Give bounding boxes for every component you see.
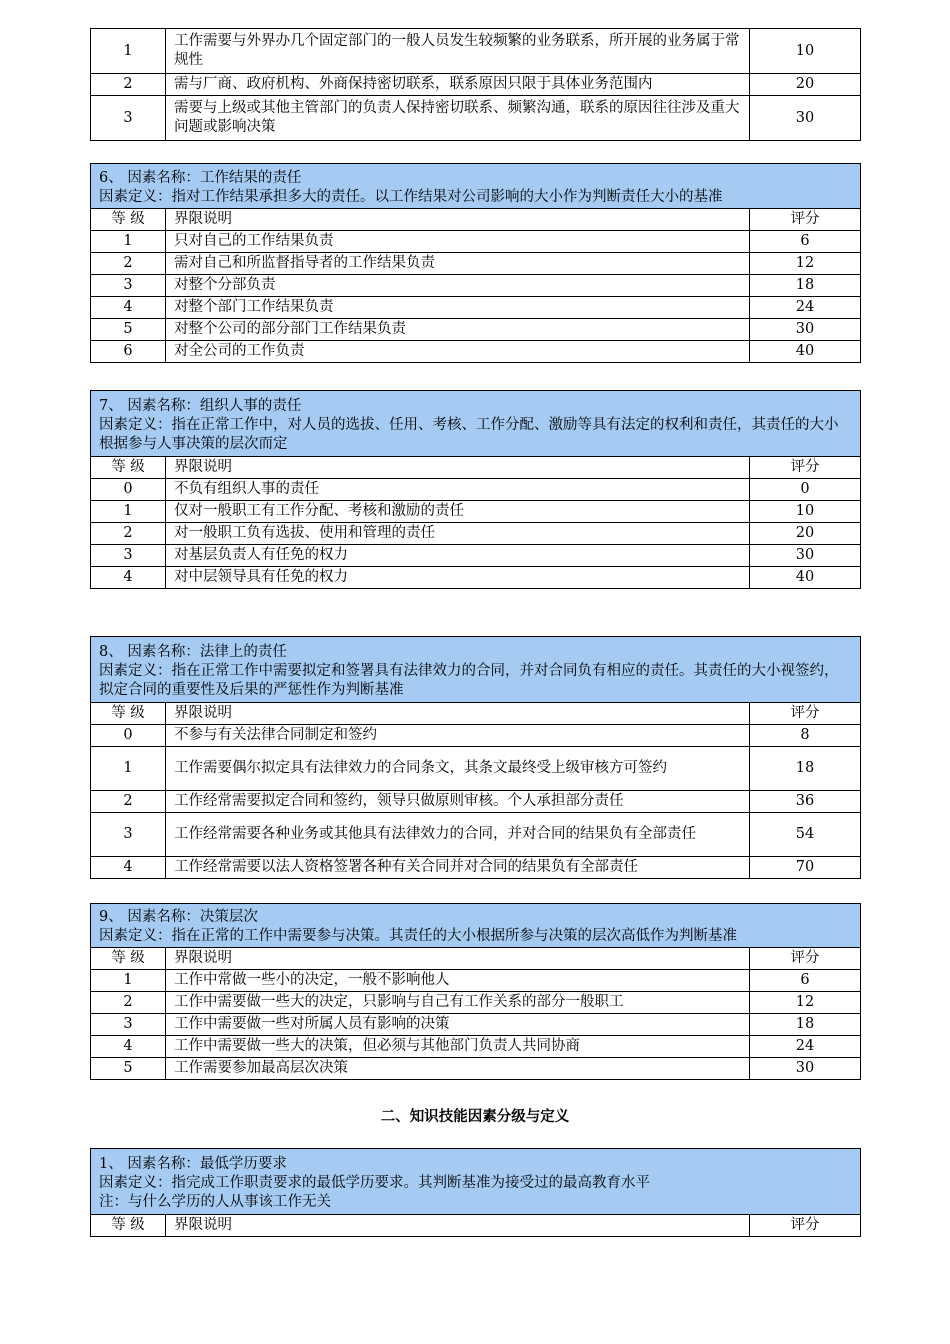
- level-cell: 1: [91, 501, 166, 523]
- level-cell: 3: [91, 275, 166, 297]
- table-row: [91, 992, 861, 1014]
- table-row: [91, 231, 861, 253]
- table-row: [91, 523, 861, 545]
- level-cell: 2: [91, 523, 166, 545]
- level-cell: 0: [91, 479, 166, 501]
- desc-cell: 工作需要偶尔拟定具有法律效力的合同条文，其条文最终受上级审核方可签约: [166, 747, 750, 791]
- column-header-row: [91, 209, 861, 231]
- section-title: 二、知识技能因素分级与定义: [380, 1109, 570, 1125]
- desc-cell: 对中层领导具有任免的权力: [166, 567, 750, 589]
- desc-cell: 需对自己和所监督指导者的工作结果负责: [166, 253, 750, 275]
- score-column-header: 评分: [750, 1215, 861, 1237]
- desc-cell: 工作需要与外界办几个固定部门的一般人员发生较频繁的业务联系，所开展的业务属于常规性: [166, 29, 750, 74]
- factor-definition: 因素定义：指在正常工作中需要拟定和签署具有法律效力的合同，并对合同负有相应的责任。其责任的大小视签约，拟定合同的重要性及后果的严惩性作为判断基准: [99, 662, 839, 698]
- score-cell: 8: [750, 725, 861, 747]
- column-header-row: [91, 457, 861, 479]
- table-row: [91, 74, 861, 96]
- level-cell: 2: [91, 253, 166, 275]
- desc-column-header: 界限说明: [166, 457, 750, 479]
- level-cell: 4: [91, 297, 166, 319]
- level-column-header: 等 级: [91, 948, 166, 970]
- factor-table-8: [90, 636, 861, 879]
- table-row: [91, 275, 861, 297]
- score-cell: 30: [750, 545, 861, 567]
- level-cell: 3: [91, 1014, 166, 1036]
- factor-header: [91, 391, 861, 457]
- factor-header: [91, 904, 861, 948]
- level-cell: 1: [91, 970, 166, 992]
- score-cell: 10: [750, 501, 861, 523]
- table-row: [91, 253, 861, 275]
- table-row: [91, 545, 861, 567]
- score-cell: 6: [750, 231, 861, 253]
- table-row: [91, 813, 861, 857]
- table-row: [91, 479, 861, 501]
- level-cell: 3: [91, 813, 166, 857]
- level-cell: 5: [91, 1058, 166, 1080]
- table-row: [91, 319, 861, 341]
- score-cell: 18: [750, 275, 861, 297]
- level-cell: 4: [91, 567, 166, 589]
- desc-cell: 工作需要参加最高层次决策: [166, 1058, 750, 1080]
- score-cell: 20: [750, 523, 861, 545]
- score-cell: 24: [750, 297, 861, 319]
- desc-cell: 对一般职工负有选拔、使用和管理的责任: [166, 523, 750, 545]
- desc-cell: 需要与上级或其他主管部门的负责人保持密切联系、频繁沟通，联系的原因往往涉及重大问题或影响决策: [166, 96, 750, 141]
- table-row: [91, 567, 861, 589]
- desc-cell: 对整个分部负责: [166, 275, 750, 297]
- factor-definition: 因素定义：指完成工作职责要求的最低学历要求。其判断基准为接受过的最高教育水平: [99, 1174, 650, 1191]
- desc-cell: 只对自己的工作结果负责: [166, 231, 750, 253]
- score-column-header: 评分: [750, 703, 861, 725]
- factor-name: 9、 因素名称：决策层次: [99, 909, 258, 925]
- level-cell: 3: [91, 96, 166, 141]
- score-cell: 12: [750, 253, 861, 275]
- level-column-header: 等 级: [91, 209, 166, 231]
- score-cell: 30: [750, 96, 861, 141]
- desc-column-header: 界限说明: [166, 1215, 750, 1237]
- score-column-header: 评分: [750, 948, 861, 970]
- score-cell: 24: [750, 1036, 861, 1058]
- level-cell: 2: [91, 74, 166, 96]
- knowledge-factor-table-1: [90, 1148, 861, 1237]
- score-cell: 30: [750, 319, 861, 341]
- column-header-row: [91, 1215, 861, 1237]
- desc-cell: 对整个部门工作结果负责: [166, 297, 750, 319]
- table-row: [91, 791, 861, 813]
- score-cell: 20: [750, 74, 861, 96]
- desc-cell: 工作经常需要拟定合同和签约，领导只做原则审核。个人承担部分责任: [166, 791, 750, 813]
- level-cell: 5: [91, 319, 166, 341]
- desc-column-header: 界限说明: [166, 209, 750, 231]
- table-row: [91, 1014, 861, 1036]
- level-cell: 2: [91, 992, 166, 1014]
- factor-name: 7、 因素名称：组织人事的责任: [99, 397, 302, 414]
- table-row: [91, 1058, 861, 1080]
- score-cell: 10: [750, 29, 861, 74]
- level-cell: 1: [91, 231, 166, 253]
- factor-definition: 因素定义：指在正常的工作中需要参与决策。其责任的大小根据所参与决策的层次高低作为判断基准: [99, 928, 737, 944]
- level-cell: 2: [91, 791, 166, 813]
- score-column-header: 评分: [750, 209, 861, 231]
- score-cell: 6: [750, 970, 861, 992]
- table-row: [91, 297, 861, 319]
- table-row: [91, 970, 861, 992]
- table-row: [91, 1036, 861, 1058]
- factor-table-6: [90, 163, 861, 363]
- factor-table-7: [90, 390, 861, 589]
- score-cell: 18: [750, 747, 861, 791]
- factor-header: [91, 637, 861, 703]
- desc-cell: 不参与有关法律合同制定和签约: [166, 725, 750, 747]
- desc-cell: 工作经常需要以法人资格签署各种有关合同并对合同的结果负有全部责任: [166, 857, 750, 879]
- table-row: [91, 747, 861, 791]
- score-cell: 12: [750, 992, 861, 1014]
- factor-header: [91, 1149, 861, 1215]
- desc-cell: 工作经常需要各种业务或其他具有法律效力的合同，并对合同的结果负有全部责任: [166, 813, 750, 857]
- table-row: [91, 29, 861, 74]
- desc-cell: 对全公司的工作负责: [166, 341, 750, 363]
- desc-cell: 需与厂商、政府机构、外商保持密切联系，联系原因只限于具体业务范围内: [166, 74, 750, 96]
- factor-table-5: [90, 28, 861, 141]
- factor-name: 1、 因素名称：最低学历要求: [99, 1155, 287, 1172]
- column-header-row: [91, 948, 861, 970]
- desc-column-header: 界限说明: [166, 948, 750, 970]
- table-row: [91, 501, 861, 523]
- score-cell: 18: [750, 1014, 861, 1036]
- score-cell: 0: [750, 479, 861, 501]
- level-cell: 4: [91, 857, 166, 879]
- score-cell: 70: [750, 857, 861, 879]
- factor-header: [91, 164, 861, 209]
- score-cell: 54: [750, 813, 861, 857]
- score-cell: 40: [750, 567, 861, 589]
- factor-name: 6、 因素名称：工作结果的责任: [99, 169, 302, 186]
- table-row: [91, 725, 861, 747]
- desc-cell: 对整个公司的部分部门工作结果负责: [166, 319, 750, 341]
- level-cell: 1: [91, 29, 166, 74]
- factor-name: 8、 因素名称：法律上的责任: [99, 643, 287, 660]
- table-row: [91, 96, 861, 141]
- score-cell: 36: [750, 791, 861, 813]
- level-cell: 1: [91, 747, 166, 791]
- level-cell: 4: [91, 1036, 166, 1058]
- factor-definition: 因素定义：指对工作结果承担多大的责任。以工作结果对公司影响的大小作为判断责任大小的基准: [99, 188, 723, 205]
- desc-cell: 仅对一般职工有工作分配、考核和激励的责任: [166, 501, 750, 523]
- level-column-header: 等 级: [91, 703, 166, 725]
- desc-cell: 对基层负责人有任免的权力: [166, 545, 750, 567]
- desc-cell: 工作中需要做一些大的决策，但必须与其他部门负责人共同协商: [166, 1036, 750, 1058]
- table-row: [91, 857, 861, 879]
- desc-column-header: 界限说明: [166, 703, 750, 725]
- factor-definition: 因素定义：指在正常工作中，对人员的选拔、任用、考核、工作分配、激励等具有法定的权利和责任，其责任的大小根据参与人事决策的层次而定: [99, 416, 839, 452]
- desc-cell: 工作中需要做一些对所属人员有影响的决策: [166, 1014, 750, 1036]
- table-row: [91, 341, 861, 363]
- column-header-row: [91, 703, 861, 725]
- level-cell: 3: [91, 545, 166, 567]
- factor-table-9: [90, 903, 861, 1080]
- level-cell: 6: [91, 341, 166, 363]
- score-cell: 40: [750, 341, 861, 363]
- score-column-header: 评分: [750, 457, 861, 479]
- level-cell: 0: [91, 725, 166, 747]
- desc-cell: 工作中需要做一些大的决定，只影响与自己有工作关系的部分一般职工: [166, 992, 750, 1014]
- factor-note: 注：与什么学历的人从事该工作无关: [99, 1193, 331, 1210]
- level-column-header: 等 级: [91, 1215, 166, 1237]
- desc-cell: 工作中常做一些小的决定，一般不影响他人: [166, 970, 750, 992]
- score-cell: 30: [750, 1058, 861, 1080]
- desc-cell: 不负有组织人事的责任: [166, 479, 750, 501]
- level-column-header: 等 级: [91, 457, 166, 479]
